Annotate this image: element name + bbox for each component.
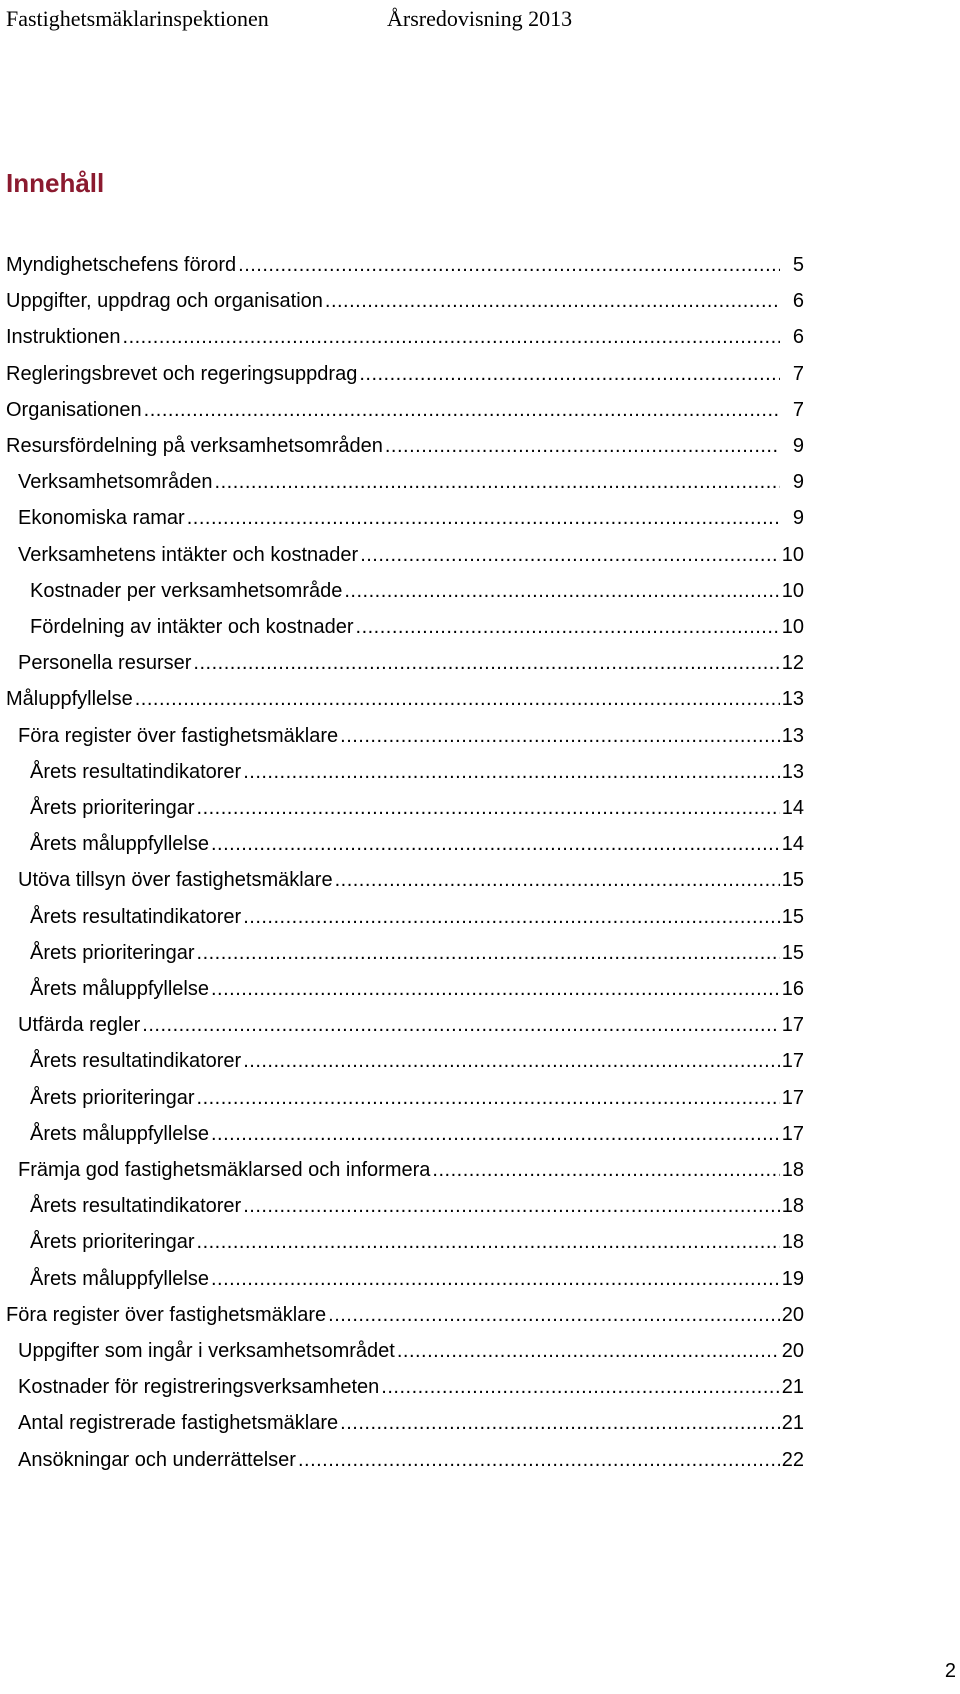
toc-entry[interactable] — [30, 757, 804, 787]
toc-entry-page: 10 — [781, 616, 804, 638]
toc-entry[interactable] — [30, 974, 804, 1004]
toc-entry[interactable] — [6, 322, 804, 352]
toc-entry-label: Främja god fastighetsmäklarsed och informera — [18, 1159, 431, 1181]
toc-entry[interactable] — [6, 431, 804, 461]
toc-entry-page: 21 — [781, 1412, 804, 1434]
toc-entry-page: 18 — [781, 1231, 804, 1253]
toc-dot-leader — [359, 359, 780, 389]
toc-entry-label: Myndighetschefens förord — [6, 254, 237, 276]
toc-dot-leader — [397, 1336, 780, 1366]
toc-entry-page: 15 — [781, 942, 804, 964]
toc-entry[interactable] — [30, 793, 804, 823]
toc-dot-leader — [243, 757, 780, 787]
toc-entry-label: Uppgifter som ingår i verksamhetsområdet — [18, 1340, 395, 1362]
toc-entry[interactable] — [18, 1010, 804, 1040]
toc-dot-leader — [432, 1155, 779, 1185]
toc-entry-page: 18 — [781, 1195, 804, 1217]
toc-dot-leader — [211, 1119, 780, 1149]
toc-dot-leader — [135, 684, 780, 714]
toc-dot-leader — [243, 902, 780, 932]
toc-entry[interactable] — [30, 1264, 804, 1294]
toc-dot-leader — [142, 1010, 779, 1040]
page-header — [6, 4, 606, 34]
toc-entry-page: 18 — [781, 1159, 804, 1181]
toc-entry-page: 13 — [781, 688, 804, 710]
toc-entry[interactable] — [18, 865, 804, 895]
toc-entry[interactable] — [6, 1300, 804, 1330]
toc-dot-leader — [340, 721, 780, 751]
toc-entry-page: 7 — [792, 363, 804, 385]
toc-entry[interactable] — [18, 1445, 804, 1475]
toc-entry-label: Årets prioriteringar — [30, 797, 195, 819]
toc-entry[interactable] — [30, 1227, 804, 1257]
toc-dot-leader — [340, 1408, 780, 1438]
toc-entry-label: Årets prioriteringar — [30, 942, 195, 964]
toc-entry-label: Fördelning av intäkter och kostnader — [30, 616, 354, 638]
toc-entry-page: 21 — [781, 1376, 804, 1398]
toc-entry[interactable] — [30, 938, 804, 968]
toc-entry[interactable] — [30, 829, 804, 859]
toc-entry-page: 15 — [781, 869, 804, 891]
toc-entry-page: 6 — [792, 326, 804, 348]
page-number: 2 — [944, 1660, 956, 1682]
toc-dot-leader — [385, 431, 780, 461]
toc-dot-leader — [238, 250, 780, 280]
toc-entry-label: Ansökningar och underrättelser — [18, 1449, 296, 1471]
toc-dot-leader — [344, 576, 779, 606]
toc-entry[interactable] — [6, 395, 804, 425]
toc-entry-page: 6 — [792, 290, 804, 312]
toc-entry-label: Organisationen — [6, 399, 142, 421]
toc-entry[interactable] — [18, 503, 804, 533]
toc-entry-page: 19 — [781, 1268, 804, 1290]
toc-entry-page: 7 — [792, 399, 804, 421]
toc-entry-label: Föra register över fastighetsmäklare — [6, 1304, 327, 1326]
toc-dot-leader — [243, 1046, 780, 1076]
toc-entry-label: Kostnader per verksamhetsområde — [30, 580, 343, 602]
toc-entry[interactable] — [18, 1408, 804, 1438]
toc-entry-label: Regleringsbrevet och regeringsuppdrag — [6, 363, 358, 385]
toc-entry-label: Personella resurser — [18, 652, 192, 674]
toc-entry-label: Kostnader för registreringsverksamheten — [18, 1376, 380, 1398]
toc-entry-label: Årets resultatindikatorer — [30, 906, 242, 928]
toc-entry-label: Måluppfyllelse — [6, 688, 133, 710]
toc-entry-label: Årets resultatindikatorer — [30, 1195, 242, 1217]
toc-entry-label: Antal registrerade fastighetsmäklare — [18, 1412, 339, 1434]
toc-entry-label: Instruktionen — [6, 326, 121, 348]
toc-entry-label: Resursfördelning på verksamhetsområden — [6, 435, 383, 457]
toc-dot-leader — [335, 865, 780, 895]
toc-entry-page: 12 — [781, 652, 804, 674]
toc-entry-label: Årets måluppfyllelse — [30, 833, 209, 855]
toc-entry[interactable] — [18, 540, 804, 570]
toc-entry-label: Verksamhetsområden — [18, 471, 213, 493]
toc-dot-leader — [197, 938, 780, 968]
toc-dot-leader — [356, 612, 780, 642]
toc-dot-leader — [243, 1191, 780, 1221]
toc-entry[interactable] — [18, 467, 804, 497]
toc-entry-page: 17 — [781, 1050, 804, 1072]
toc-entry[interactable] — [18, 721, 804, 751]
toc-entry-label: Föra register över fastighetsmäklare — [18, 725, 339, 747]
toc-entry[interactable] — [18, 1155, 804, 1185]
toc-dot-leader — [211, 829, 780, 859]
toc-entry-page: 10 — [781, 544, 804, 566]
header-report-title: Årsredovisning 2013 — [387, 6, 573, 31]
toc-dot-leader — [211, 974, 780, 1004]
toc-entry[interactable] — [30, 612, 804, 642]
toc-entry-page: 14 — [781, 797, 804, 819]
toc-dot-leader — [360, 540, 780, 570]
toc-entry[interactable] — [30, 1083, 804, 1113]
header-organization: Fastighetsmäklarinspektionen — [6, 6, 269, 31]
toc-dot-leader — [197, 1083, 780, 1113]
toc-entry-page: 20 — [781, 1340, 804, 1362]
toc-dot-leader — [298, 1445, 780, 1475]
toc-dot-leader — [193, 648, 779, 678]
toc-entry[interactable] — [6, 286, 804, 316]
toc-entry-page: 20 — [781, 1304, 804, 1326]
toc-entry-page: 17 — [781, 1087, 804, 1109]
toc-dot-leader — [197, 793, 780, 823]
toc-dot-leader — [144, 395, 780, 425]
toc-entry[interactable] — [18, 648, 804, 678]
toc-entry-page: 9 — [792, 471, 804, 493]
toc-entry[interactable] — [6, 250, 804, 280]
toc-dot-leader — [187, 503, 780, 533]
toc-entry-page: 22 — [781, 1449, 804, 1471]
toc-entry-label: Årets resultatindikatorer — [30, 761, 242, 783]
toc-entry-page: 17 — [781, 1123, 804, 1145]
toc-dot-leader — [381, 1372, 779, 1402]
toc-entry-label: Utöva tillsyn över fastighetsmäklare — [18, 869, 333, 891]
toc-entry-label: Årets måluppfyllelse — [30, 1268, 209, 1290]
toc-entry-label: Ekonomiska ramar — [18, 507, 185, 529]
toc-dot-leader — [211, 1264, 780, 1294]
toc-entry-label: Årets måluppfyllelse — [30, 978, 209, 1000]
toc-entry-label: Årets måluppfyllelse — [30, 1123, 209, 1145]
toc-entry[interactable] — [18, 1372, 804, 1402]
toc-entry[interactable] — [30, 576, 804, 606]
toc-entry-page: 16 — [781, 978, 804, 1000]
toc-dot-leader — [197, 1227, 780, 1257]
toc-dot-leader — [328, 1300, 780, 1330]
toc-entry-page: 9 — [792, 507, 804, 529]
toc-entry-label: Uppgifter, uppdrag och organisation — [6, 290, 323, 312]
toc-entry-label: Årets resultatindikatorer — [30, 1050, 242, 1072]
toc-dot-leader — [123, 322, 780, 352]
toc-entry-page: 9 — [792, 435, 804, 457]
toc-dot-leader — [325, 286, 780, 316]
toc-entry-page: 13 — [781, 725, 804, 747]
toc-entry[interactable] — [30, 902, 804, 932]
toc-entry[interactable] — [30, 1191, 804, 1221]
toc-heading: Innehåll — [6, 168, 105, 198]
toc-entry[interactable] — [6, 684, 804, 714]
toc-entry-page: 14 — [781, 833, 804, 855]
toc-entry-page: 5 — [792, 254, 804, 276]
toc-entry-label: Årets prioriteringar — [30, 1087, 195, 1109]
toc-dot-leader — [215, 467, 780, 497]
toc-entry[interactable] — [30, 1046, 804, 1076]
toc-entry-label: Årets prioriteringar — [30, 1231, 195, 1253]
toc-entry-page: 15 — [781, 906, 804, 928]
toc-entry-page: 17 — [781, 1014, 804, 1036]
toc-entry[interactable] — [30, 1119, 804, 1149]
toc-entry[interactable] — [18, 1336, 804, 1366]
toc-entry-page: 10 — [781, 580, 804, 602]
toc-entry-label: Utfärda regler — [18, 1014, 141, 1036]
toc-entry-label: Verksamhetens intäkter och kostnader — [18, 544, 359, 566]
toc-entry[interactable] — [6, 359, 804, 389]
toc-entry-page: 13 — [781, 761, 804, 783]
